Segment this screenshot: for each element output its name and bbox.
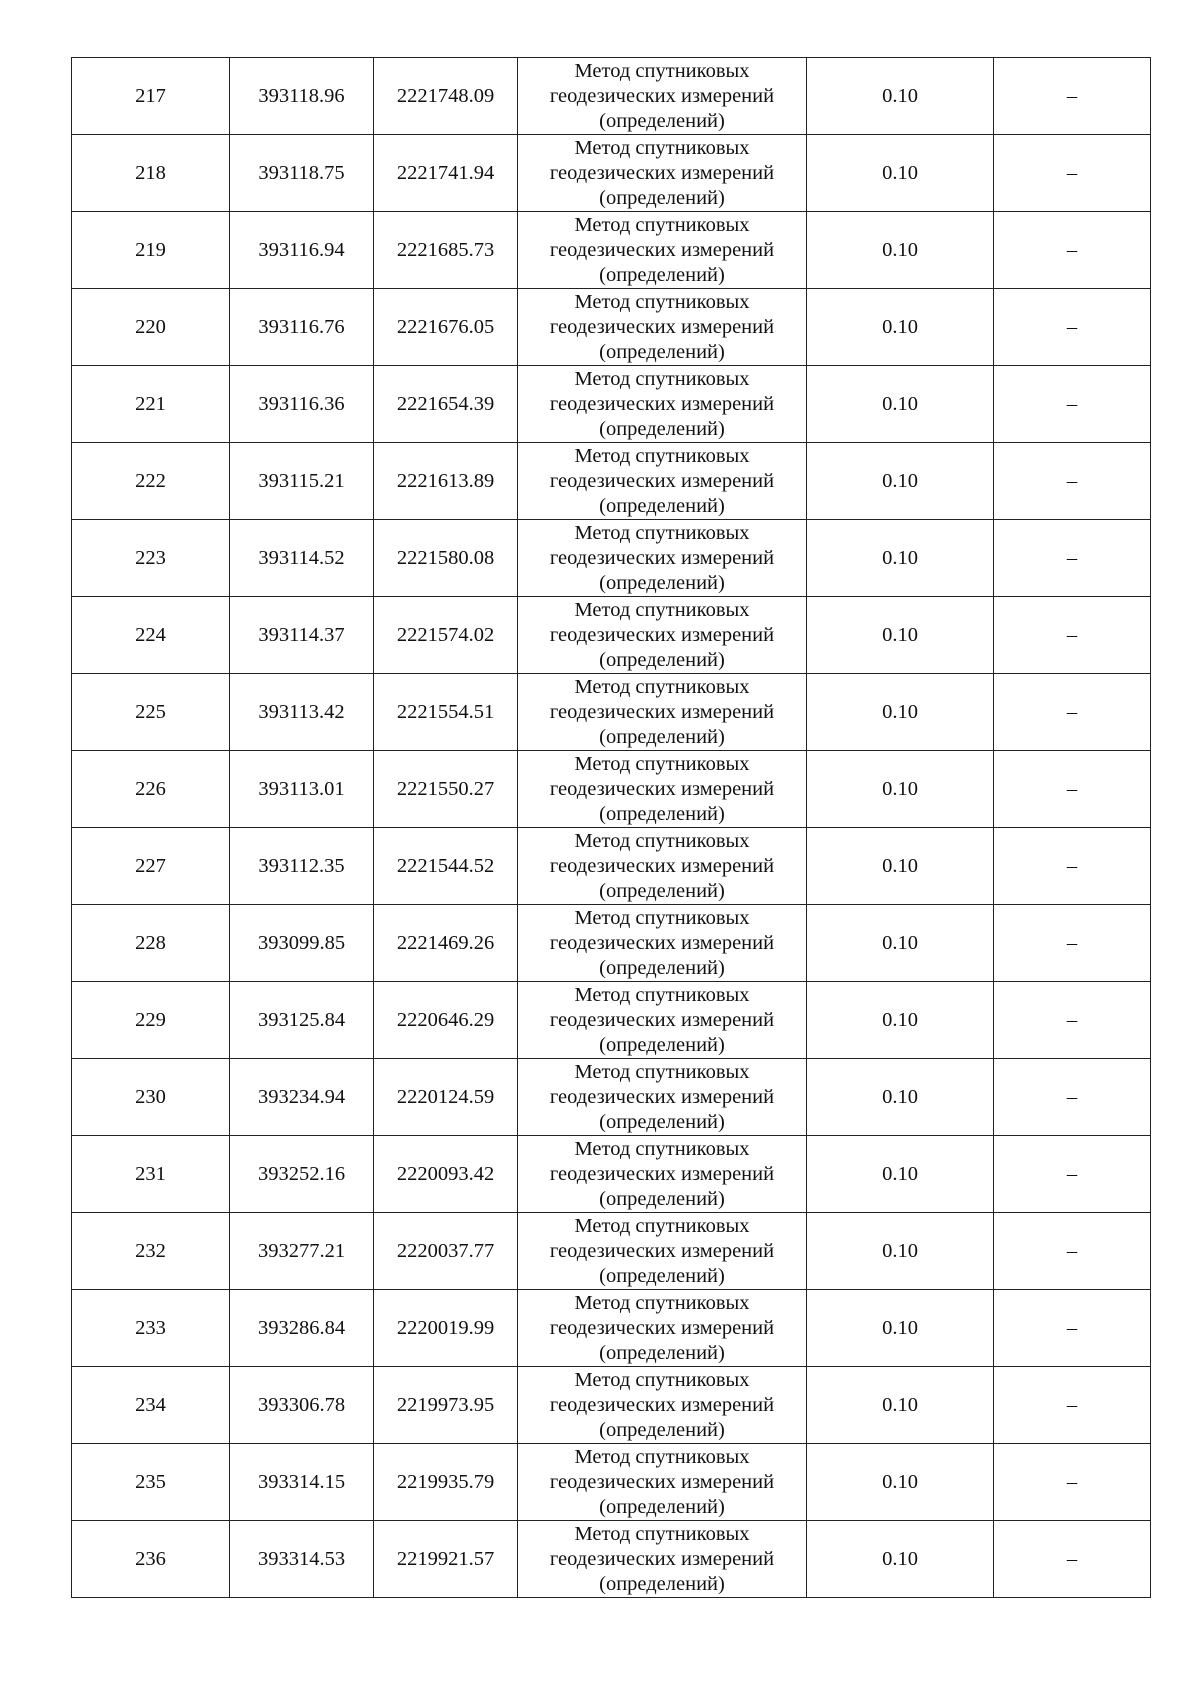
method-cell <box>518 905 807 982</box>
accuracy-cell: 0.10 <box>807 1213 994 1290</box>
method-line: (определений) <box>599 1264 725 1287</box>
method-line: Метод спутниковых <box>574 59 750 82</box>
table-row <box>72 1136 1151 1213</box>
method-line: геодезических измерений <box>549 315 775 338</box>
method-cell <box>518 366 807 443</box>
method-line: геодезических измерений <box>549 1162 775 1185</box>
method-line: Метод спутниковых <box>574 1368 750 1391</box>
accuracy-cell: 0.10 <box>807 1136 994 1213</box>
note-cell: – <box>994 1213 1151 1290</box>
x-coordinate-cell: 393116.76 <box>230 289 374 366</box>
point-number-cell: 221 <box>72 366 230 443</box>
method-line: геодезических измерений <box>549 161 775 184</box>
table-row <box>72 58 1151 135</box>
note-cell: – <box>994 982 1151 1059</box>
x-coordinate-cell: 393112.35 <box>230 828 374 905</box>
accuracy-cell: 0.10 <box>807 1290 994 1367</box>
y-coordinate-cell: 2220037.77 <box>374 1213 518 1290</box>
y-coordinate-cell: 2221748.09 <box>374 58 518 135</box>
point-number-cell: 218 <box>72 135 230 212</box>
method-line: геодезических измерений <box>549 1316 775 1339</box>
method-cell <box>518 1367 807 1444</box>
accuracy-cell: 0.10 <box>807 982 994 1059</box>
method-line: (определений) <box>599 956 725 979</box>
table-row <box>72 751 1151 828</box>
method-cell <box>518 1059 807 1136</box>
accuracy-cell: 0.10 <box>807 751 994 828</box>
point-number-cell: 220 <box>72 289 230 366</box>
point-number-cell: 225 <box>72 674 230 751</box>
method-line: геодезических измерений <box>549 1008 775 1031</box>
y-coordinate-cell: 2221544.52 <box>374 828 518 905</box>
point-number-cell: 229 <box>72 982 230 1059</box>
y-coordinate-cell: 2221654.39 <box>374 366 518 443</box>
y-coordinate-cell: 2221741.94 <box>374 135 518 212</box>
x-coordinate-cell: 393314.15 <box>230 1444 374 1521</box>
y-coordinate-cell: 2221469.26 <box>374 905 518 982</box>
method-line: (определений) <box>599 494 725 517</box>
note-cell: – <box>994 212 1151 289</box>
x-coordinate-cell: 393314.53 <box>230 1521 374 1598</box>
x-coordinate-cell: 393113.01 <box>230 751 374 828</box>
method-line: геодезических измерений <box>549 700 775 723</box>
note-cell: – <box>994 1290 1151 1367</box>
x-coordinate-cell: 393118.96 <box>230 58 374 135</box>
note-cell: – <box>994 674 1151 751</box>
y-coordinate-cell: 2221685.73 <box>374 212 518 289</box>
x-coordinate-cell: 393286.84 <box>230 1290 374 1367</box>
accuracy-cell: 0.10 <box>807 828 994 905</box>
method-line: Метод спутниковых <box>574 598 750 621</box>
method-line: Метод спутниковых <box>574 1214 750 1237</box>
accuracy-cell: 0.10 <box>807 1367 994 1444</box>
y-coordinate-cell: 2219935.79 <box>374 1444 518 1521</box>
table-row <box>72 520 1151 597</box>
x-coordinate-cell: 393118.75 <box>230 135 374 212</box>
method-cell <box>518 58 807 135</box>
method-cell <box>518 674 807 751</box>
method-line: геодезических измерений <box>549 777 775 800</box>
method-cell <box>518 1136 807 1213</box>
y-coordinate-cell: 2221613.89 <box>374 443 518 520</box>
note-cell: – <box>994 1444 1151 1521</box>
table-row <box>72 1444 1151 1521</box>
method-line: Метод спутниковых <box>574 136 750 159</box>
table-row <box>72 366 1151 443</box>
method-line: Метод спутниковых <box>574 1137 750 1160</box>
method-line: геодезических измерений <box>549 1393 775 1416</box>
point-number-cell: 233 <box>72 1290 230 1367</box>
y-coordinate-cell: 2221574.02 <box>374 597 518 674</box>
method-line: геодезических измерений <box>549 1239 775 1262</box>
method-line: Метод спутниковых <box>574 213 750 236</box>
method-cell <box>518 751 807 828</box>
accuracy-cell: 0.10 <box>807 1444 994 1521</box>
method-line: геодезических измерений <box>549 623 775 646</box>
point-number-cell: 235 <box>72 1444 230 1521</box>
accuracy-cell: 0.10 <box>807 1059 994 1136</box>
y-coordinate-cell: 2221554.51 <box>374 674 518 751</box>
method-line: (определений) <box>599 802 725 825</box>
note-cell: – <box>994 1367 1151 1444</box>
method-cell <box>518 289 807 366</box>
note-cell: – <box>994 443 1151 520</box>
table-row <box>72 1059 1151 1136</box>
y-coordinate-cell: 2221580.08 <box>374 520 518 597</box>
table-row <box>72 289 1151 366</box>
method-line: геодезических измерений <box>549 1470 775 1493</box>
method-cell <box>518 135 807 212</box>
method-line: Метод спутниковых <box>574 829 750 852</box>
point-number-cell: 227 <box>72 828 230 905</box>
method-line: Метод спутниковых <box>574 367 750 390</box>
note-cell: – <box>994 366 1151 443</box>
method-line: геодезических измерений <box>549 469 775 492</box>
x-coordinate-cell: 393116.36 <box>230 366 374 443</box>
method-line: (определений) <box>599 1110 725 1133</box>
method-line: (определений) <box>599 1187 725 1210</box>
method-line: Метод спутниковых <box>574 290 750 313</box>
point-number-cell: 230 <box>72 1059 230 1136</box>
method-line: Метод спутниковых <box>574 752 750 775</box>
note-cell: – <box>994 1136 1151 1213</box>
method-line: Метод спутниковых <box>574 1291 750 1314</box>
table-body <box>72 58 1151 1598</box>
method-line: (определений) <box>599 879 725 902</box>
note-cell: – <box>994 1059 1151 1136</box>
accuracy-cell: 0.10 <box>807 597 994 674</box>
x-coordinate-cell: 393099.85 <box>230 905 374 982</box>
note-cell: – <box>994 751 1151 828</box>
note-cell: – <box>994 289 1151 366</box>
method-line: Метод спутниковых <box>574 444 750 467</box>
x-coordinate-cell: 393114.37 <box>230 597 374 674</box>
accuracy-cell: 0.10 <box>807 366 994 443</box>
method-cell <box>518 1290 807 1367</box>
table-row <box>72 828 1151 905</box>
accuracy-cell: 0.10 <box>807 674 994 751</box>
coordinates-table <box>71 57 1151 1598</box>
method-line: Метод спутниковых <box>574 675 750 698</box>
y-coordinate-cell: 2220093.42 <box>374 1136 518 1213</box>
method-cell <box>518 520 807 597</box>
point-number-cell: 222 <box>72 443 230 520</box>
method-line: (определений) <box>599 1495 725 1518</box>
note-cell: – <box>994 520 1151 597</box>
table-row <box>72 1367 1151 1444</box>
table-row <box>72 674 1151 751</box>
point-number-cell: 234 <box>72 1367 230 1444</box>
method-cell <box>518 1444 807 1521</box>
method-cell <box>518 828 807 905</box>
point-number-cell: 228 <box>72 905 230 982</box>
point-number-cell: 224 <box>72 597 230 674</box>
y-coordinate-cell: 2220124.59 <box>374 1059 518 1136</box>
accuracy-cell: 0.10 <box>807 58 994 135</box>
table-row <box>72 135 1151 212</box>
method-line: геодезических измерений <box>549 84 775 107</box>
x-coordinate-cell: 393234.94 <box>230 1059 374 1136</box>
x-coordinate-cell: 393306.78 <box>230 1367 374 1444</box>
x-coordinate-cell: 393125.84 <box>230 982 374 1059</box>
y-coordinate-cell: 2220646.29 <box>374 982 518 1059</box>
table-row <box>72 905 1151 982</box>
accuracy-cell: 0.10 <box>807 520 994 597</box>
point-number-cell: 226 <box>72 751 230 828</box>
x-coordinate-cell: 393277.21 <box>230 1213 374 1290</box>
accuracy-cell: 0.10 <box>807 135 994 212</box>
table-row <box>72 443 1151 520</box>
y-coordinate-cell: 2221550.27 <box>374 751 518 828</box>
method-cell <box>518 982 807 1059</box>
point-number-cell: 223 <box>72 520 230 597</box>
method-line: геодезических измерений <box>549 546 775 569</box>
method-line: (определений) <box>599 1341 725 1364</box>
method-line: (определений) <box>599 648 725 671</box>
method-line: (определений) <box>599 186 725 209</box>
x-coordinate-cell: 393113.42 <box>230 674 374 751</box>
note-cell: – <box>994 828 1151 905</box>
note-cell: – <box>994 597 1151 674</box>
x-coordinate-cell: 393252.16 <box>230 1136 374 1213</box>
accuracy-cell: 0.10 <box>807 212 994 289</box>
method-cell <box>518 1521 807 1598</box>
note-cell: – <box>994 58 1151 135</box>
method-line: геодезических измерений <box>549 392 775 415</box>
method-line: (определений) <box>599 417 725 440</box>
y-coordinate-cell: 2221676.05 <box>374 289 518 366</box>
accuracy-cell: 0.10 <box>807 905 994 982</box>
method-cell <box>518 1213 807 1290</box>
table-row <box>72 212 1151 289</box>
method-cell <box>518 212 807 289</box>
method-line: (определений) <box>599 263 725 286</box>
method-line: (определений) <box>599 109 725 132</box>
method-line: (определений) <box>599 1572 725 1595</box>
method-line: геодезических измерений <box>549 854 775 877</box>
method-line: (определений) <box>599 571 725 594</box>
accuracy-cell: 0.10 <box>807 289 994 366</box>
table-row <box>72 982 1151 1059</box>
method-line: (определений) <box>599 340 725 363</box>
point-number-cell: 219 <box>72 212 230 289</box>
method-cell <box>518 597 807 674</box>
method-line: Метод спутниковых <box>574 1060 750 1083</box>
x-coordinate-cell: 393114.52 <box>230 520 374 597</box>
method-line: Метод спутниковых <box>574 521 750 544</box>
accuracy-cell: 0.10 <box>807 1521 994 1598</box>
table-row <box>72 597 1151 674</box>
y-coordinate-cell: 2220019.99 <box>374 1290 518 1367</box>
note-cell: – <box>994 135 1151 212</box>
method-cell <box>518 443 807 520</box>
point-number-cell: 236 <box>72 1521 230 1598</box>
method-line: геодезических измерений <box>549 1547 775 1570</box>
method-line: (определений) <box>599 725 725 748</box>
method-line: геодезических измерений <box>549 931 775 954</box>
method-line: геодезических измерений <box>549 238 775 261</box>
table-row <box>72 1290 1151 1367</box>
method-line: (определений) <box>599 1418 725 1441</box>
method-line: (определений) <box>599 1033 725 1056</box>
method-line: Метод спутниковых <box>574 1522 750 1545</box>
table-row <box>72 1213 1151 1290</box>
x-coordinate-cell: 393116.94 <box>230 212 374 289</box>
method-line: Метод спутниковых <box>574 983 750 1006</box>
point-number-cell: 217 <box>72 58 230 135</box>
method-line: Метод спутниковых <box>574 906 750 929</box>
x-coordinate-cell: 393115.21 <box>230 443 374 520</box>
accuracy-cell: 0.10 <box>807 443 994 520</box>
point-number-cell: 232 <box>72 1213 230 1290</box>
point-number-cell: 231 <box>72 1136 230 1213</box>
table-row <box>72 1521 1151 1598</box>
note-cell: – <box>994 905 1151 982</box>
note-cell: – <box>994 1521 1151 1598</box>
y-coordinate-cell: 2219973.95 <box>374 1367 518 1444</box>
y-coordinate-cell: 2219921.57 <box>374 1521 518 1598</box>
method-line: геодезических измерений <box>549 1085 775 1108</box>
method-line: Метод спутниковых <box>574 1445 750 1468</box>
